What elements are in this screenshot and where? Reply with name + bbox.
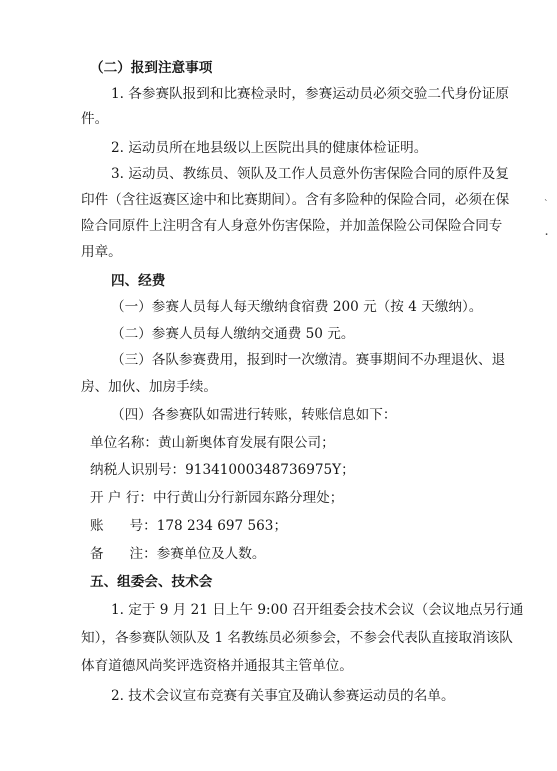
bank-info-remark: 备 注：参赛单位及人数。 xyxy=(90,546,266,562)
section-heading-registration: （二）报到注意事项 xyxy=(90,60,213,76)
paragraph-line: 件。 xyxy=(81,111,109,127)
paragraph-line: 知），各参赛队领队及 1 名教练员必须参会，不参会代表队直接取消该队 xyxy=(81,630,513,646)
paragraph-line: 房、加伙、加房手续。 xyxy=(81,379,217,395)
paragraph-line: 1. 各参赛队报到和比赛检录时，参赛运动员必须交验二代身份证原 xyxy=(111,86,509,102)
bank-info-bank: 开 户 行：中行黄山分行新园东路分理处； xyxy=(90,490,344,506)
paragraph-line: （三）各队参赛费用，报到时一次缴清。赛事期间不办理退伙、退 xyxy=(111,352,506,368)
bank-info-unit-name: 单位名称：黄山新奥体育发展有限公司； xyxy=(90,435,335,451)
paragraph-line: 印件（含往返赛区途中和比赛期间）。含有多险种的保险合同，必须在保 xyxy=(81,192,510,208)
bank-info-taxpayer-id: 纳税人识别号：91341000348736975Y； xyxy=(90,462,355,478)
section-heading-fees: 四、经费 xyxy=(111,273,166,289)
scan-mark: . xyxy=(545,228,549,238)
scan-mark: ` xyxy=(544,200,549,210)
bank-info-account: 账 号：178 234 697 563； xyxy=(90,518,288,534)
section-heading-committee: 五、组委会、技术会 xyxy=(90,574,213,590)
paragraph-line: 用章。 xyxy=(81,244,122,260)
paragraph-line: 体育道德风尚奖评选资格并通报其主管单位。 xyxy=(81,658,353,674)
paragraph-line: 险合同原件上注明含有人身意外伤害保险，并加盖保险公司保险合同专 xyxy=(81,218,503,234)
paragraph-line: 2. 技术会议宣布竞赛有关事宜及确认参赛运动员的名单。 xyxy=(111,688,455,704)
paragraph-line: 2. 运动员所在地县级以上医院出具的健康体检证明。 xyxy=(111,140,428,156)
paragraph-line: 3. 运动员、教练员、领队及工作人员意外伤害保险合同的原件及复 xyxy=(111,166,509,182)
paragraph-line: （二）参赛人员每人缴纳交通费 50 元。 xyxy=(111,326,355,342)
paragraph-line: （一）参赛人员每人每天缴纳食宿费 200 元（按 4 天缴纳）。 xyxy=(111,299,483,315)
paragraph-line: 1. 定于 9 月 21 日上午 9:00 召开组委会技术会议（会议地点另行通 xyxy=(111,602,524,618)
paragraph-line: （四）各参赛队如需进行转账，转账信息如下： xyxy=(111,407,397,423)
